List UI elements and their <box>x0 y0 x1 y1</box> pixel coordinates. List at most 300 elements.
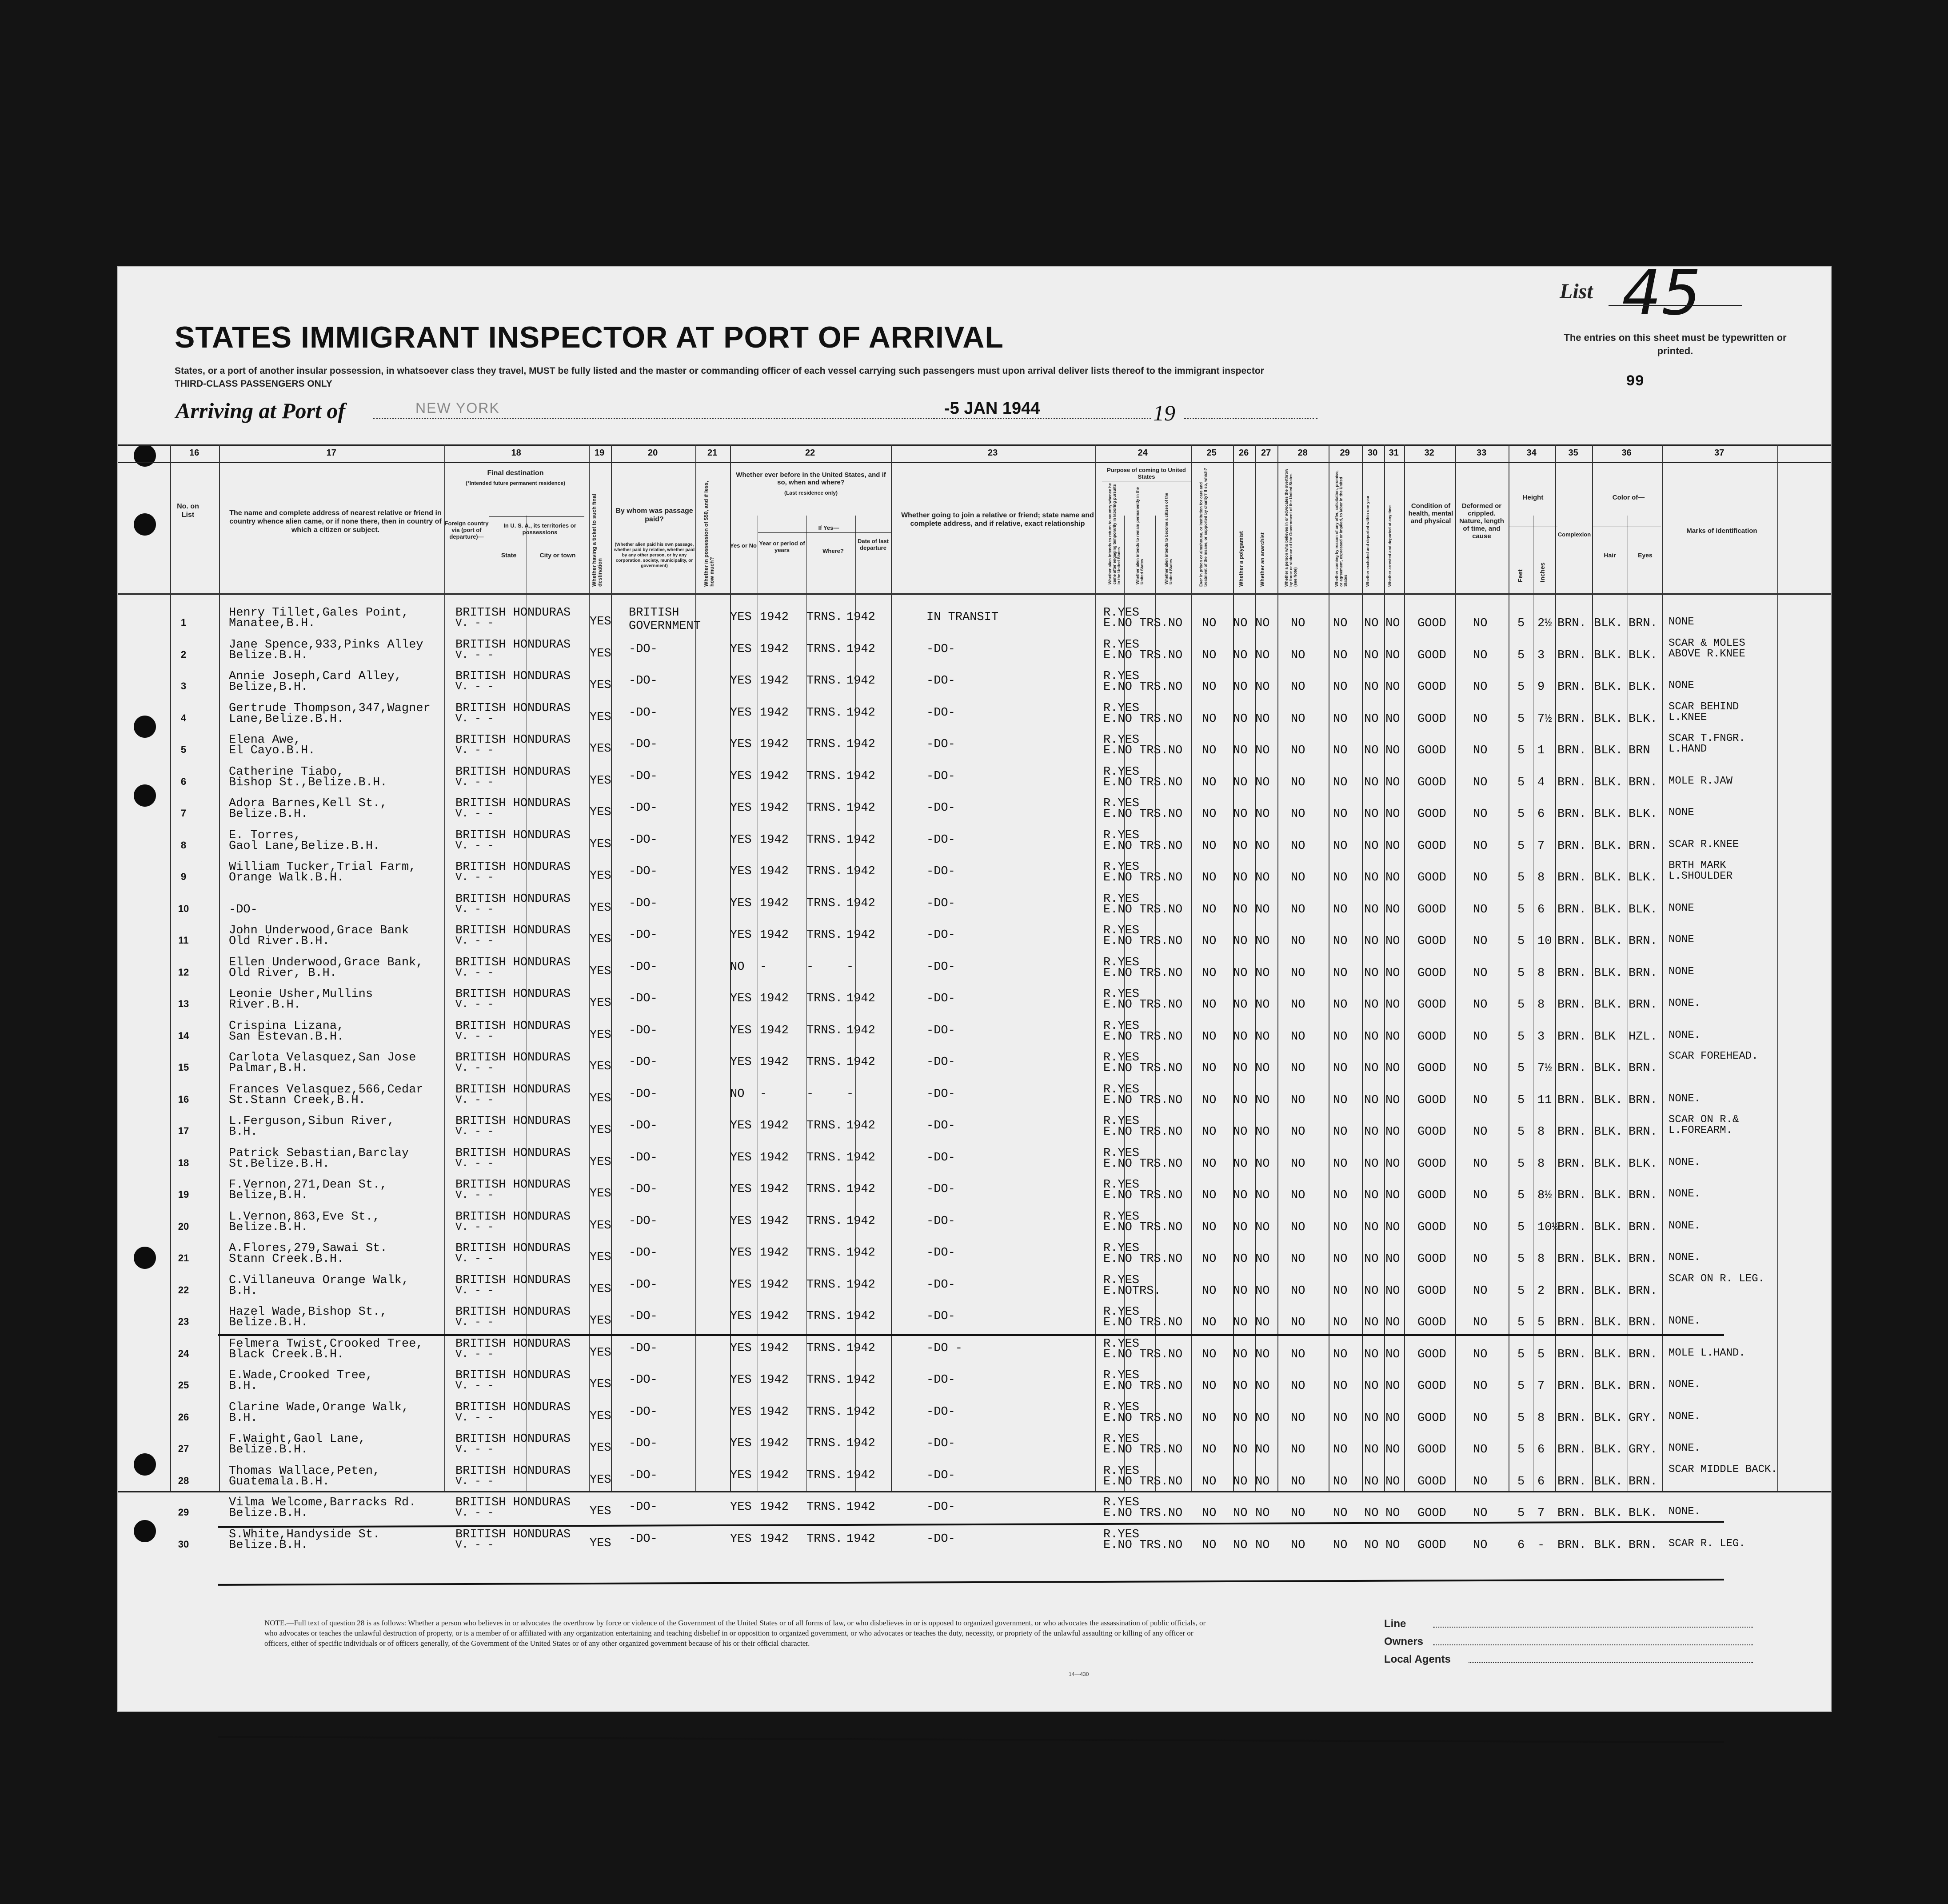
ever-before-value: NO <box>730 960 745 974</box>
header-state: State <box>501 552 517 559</box>
departure-value: - <box>846 960 854 974</box>
polygamist-value: NO <box>1233 1348 1248 1361</box>
purpose-line2: E.NO TRS.NO <box>1103 966 1183 980</box>
passage-paid-value: -DO- <box>629 769 658 783</box>
marks-value: SCAR R.KNEE <box>1669 838 1739 851</box>
health-value: GOOD <box>1417 712 1446 726</box>
q30-value: NO <box>1364 966 1379 980</box>
eyes-value: BRN. <box>1629 1380 1657 1393</box>
height-feet-value: 5 <box>1517 1062 1525 1075</box>
hair-value: BLK. <box>1594 1507 1623 1520</box>
deformed-value: NO <box>1473 1475 1488 1488</box>
departure-value: 1942 <box>846 1405 875 1419</box>
eyes-value: BLK. <box>1629 903 1657 916</box>
q30-value: NO <box>1364 1411 1379 1425</box>
departure-value: 1942 <box>846 896 875 910</box>
join-relative-value: -DO- <box>926 960 955 974</box>
purpose-line2: E.NO TRS.NO <box>1103 903 1183 916</box>
health-value: GOOD <box>1417 1189 1446 1202</box>
q28-value: NO <box>1291 1220 1305 1234</box>
column-number: 20 <box>648 448 658 458</box>
ever-before-value: YES <box>730 1246 752 1260</box>
page-title: STATES IMMIGRANT INSPECTOR AT PORT OF ARRIVAL <box>175 320 1004 354</box>
year-value: 1942 <box>760 674 789 688</box>
height-inches-value: 6 <box>1537 1475 1545 1488</box>
height-feet-value: 5 <box>1517 871 1525 884</box>
height-feet-value: 5 <box>1517 1284 1525 1298</box>
relative-name-address: Thomas Wallace,Peten, <box>229 1464 380 1478</box>
q31-value: NO <box>1385 617 1400 630</box>
q29-value: NO <box>1333 871 1348 884</box>
q29-value: NO <box>1333 1220 1348 1234</box>
destination-via: V. - - <box>455 903 494 916</box>
departure-value: 1942 <box>846 738 875 751</box>
relative-name-address: Crispina Lizana, <box>229 1019 344 1033</box>
row-number: 17 <box>178 1125 189 1136</box>
complexion-value: BRN. <box>1557 1157 1586 1171</box>
relative-address-line2: Palmar,B.H. <box>229 1062 308 1075</box>
where-value: TRNS. <box>806 801 843 815</box>
purpose-line1: R.YES <box>1103 1051 1140 1064</box>
relative-name-address: Vilma Welcome,Barracks Rd. <box>229 1496 416 1509</box>
hair-value: BLK. <box>1594 1380 1623 1393</box>
destination-country: BRITISH HONDURAS <box>455 1305 571 1319</box>
ticket-value: YES <box>590 806 611 819</box>
ever-before-value: YES <box>730 738 752 751</box>
year-value: 1942 <box>760 1151 789 1164</box>
strike-line-row-28 <box>218 1736 1724 1743</box>
polygamist-value: NO <box>1233 1316 1248 1329</box>
destination-via: V. - - <box>455 872 494 884</box>
passage-paid-value: -DO- <box>629 1373 658 1387</box>
ticket-value: YES <box>590 1060 611 1073</box>
height-inches-value: 11 <box>1537 1093 1552 1107</box>
binder-hole <box>134 716 156 738</box>
relative-address-line2: B.H. <box>229 1380 258 1393</box>
q31-value: NO <box>1385 1252 1400 1266</box>
deformed-value: NO <box>1473 648 1488 662</box>
q28-value: NO <box>1291 776 1305 789</box>
height-feet-value: 5 <box>1517 1507 1525 1520</box>
q28-value: NO <box>1291 1157 1305 1171</box>
year-value: 1942 <box>760 1183 789 1196</box>
purpose-line2: E.NO TRS.NO <box>1103 1125 1183 1139</box>
ticket-value: YES <box>590 1378 611 1391</box>
destination-via: V. - - <box>455 1284 494 1297</box>
departure-value: 1942 <box>846 928 875 942</box>
departure-value: 1942 <box>846 1278 875 1292</box>
q30-value: NO <box>1364 998 1379 1012</box>
q30-value: NO <box>1364 1443 1379 1456</box>
relative-name-address: F.Waight,Gaol Lane, <box>229 1432 366 1446</box>
purpose-line1: R.YES <box>1103 1210 1140 1224</box>
destination-country: BRITISH HONDURAS <box>455 1051 571 1064</box>
deformed-value: NO <box>1473 680 1488 694</box>
marks-value: NONE. <box>1669 1156 1701 1168</box>
purpose-line2: E.NO TRS.NO <box>1103 712 1183 726</box>
q30-value: NO <box>1364 1507 1379 1520</box>
ever-before-value: YES <box>730 1500 752 1514</box>
deformed-value: NO <box>1473 1093 1488 1107</box>
passage-paid-value: -DO- <box>629 960 658 974</box>
health-value: GOOD <box>1417 903 1446 916</box>
destination-country: BRITISH HONDURAS <box>455 924 571 937</box>
header-purpose: Purpose of coming to United States <box>1107 467 1186 480</box>
q28-value: NO <box>1291 1538 1305 1552</box>
height-inches-value: 8 <box>1537 998 1545 1012</box>
purpose-line1: R.YES <box>1103 924 1140 937</box>
row-number: 9 <box>180 871 187 882</box>
q28-value: NO <box>1291 1475 1305 1488</box>
table-bottom-rule <box>118 1491 1831 1492</box>
marks-value: NONE. <box>1669 1029 1701 1041</box>
polygamist-value: NO <box>1233 617 1248 630</box>
complexion-value: BRN. <box>1557 1030 1586 1044</box>
complexion-value: BRN. <box>1557 1316 1586 1329</box>
marks-value: NONE <box>1669 807 1694 819</box>
eyes-value: BLK. <box>1629 648 1657 662</box>
passage-paid-value: -DO- <box>629 992 658 1005</box>
list-number-box <box>1560 257 1791 329</box>
join-relative-value: -DO- <box>926 1183 955 1196</box>
form-number: 14—430 <box>1069 1671 1089 1677</box>
agents-label: Local Agents <box>1384 1653 1451 1665</box>
destination-via: V. - - <box>455 999 494 1011</box>
polygamist-value: NO <box>1233 1157 1248 1171</box>
eyes-value: BLK. <box>1629 1157 1657 1171</box>
header-date-departure: Date of last departure <box>857 538 889 551</box>
row-number: 10 <box>178 903 189 914</box>
destination-country: BRITISH HONDURAS <box>455 670 571 683</box>
column-number: 25 <box>1206 448 1217 458</box>
ever-before-value: YES <box>730 896 752 910</box>
complexion-value: BRN. <box>1557 1411 1586 1425</box>
polygamist-value: NO <box>1233 1030 1248 1044</box>
purpose-line2: E.NO TRS.NO <box>1103 808 1183 821</box>
height-inches-value: 10½ <box>1537 1220 1559 1234</box>
prison-value: NO <box>1202 648 1217 662</box>
join-relative-value: -DO- <box>926 674 955 688</box>
prison-value: NO <box>1202 1252 1217 1266</box>
where-value: TRNS. <box>806 1246 843 1260</box>
year-value: - <box>760 1087 767 1101</box>
relative-address-line2: Lane,Belize.B.H. <box>229 712 344 726</box>
anarchist-value: NO <box>1255 744 1270 757</box>
header-ever-before: Whether ever before in the United States, and if so, when and where? <box>736 471 886 486</box>
row-number: 1 <box>180 617 187 628</box>
where-value: TRNS. <box>806 642 843 656</box>
relative-address-line2: -DO- <box>229 903 258 916</box>
row-number: 8 <box>180 839 187 851</box>
polygamist-value: NO <box>1233 935 1248 948</box>
polygamist-value: NO <box>1233 712 1248 726</box>
departure-value: 1942 <box>846 1468 875 1482</box>
column-number: 28 <box>1297 448 1308 458</box>
ticket-value: YES <box>590 1505 611 1518</box>
relative-address-line2: B.H. <box>229 1284 258 1298</box>
list-underline <box>1609 305 1742 306</box>
where-value: - <box>806 960 814 974</box>
polygamist-value: NO <box>1233 1443 1248 1456</box>
hair-value: BLK. <box>1594 839 1623 853</box>
departure-value: 1942 <box>846 1341 875 1355</box>
passage-paid-value: -DO- <box>629 1437 658 1450</box>
hair-value: BLK. <box>1594 776 1623 789</box>
hair-value: BLK. <box>1594 1443 1623 1456</box>
year-dotted-line <box>1184 418 1317 419</box>
height-feet-value: 5 <box>1517 744 1525 757</box>
ticket-value: YES <box>590 1536 611 1550</box>
q28-value: NO <box>1291 808 1305 821</box>
q30-value: NO <box>1364 839 1379 853</box>
purpose-line2: E.NO TRS.NO <box>1103 1443 1183 1456</box>
relative-name-address: S.White,Handyside St. <box>229 1528 380 1541</box>
year-value: 1942 <box>760 833 789 847</box>
health-value: GOOD <box>1417 1252 1446 1266</box>
purpose-line2: E.NO TRS.NO <box>1103 1411 1183 1425</box>
q30-value: NO <box>1364 1284 1379 1298</box>
eyes-value: BRN. <box>1629 1538 1657 1552</box>
column-number: 23 <box>988 448 998 458</box>
purpose-line2: E.NO TRS.NO <box>1103 1030 1183 1044</box>
q30-value: NO <box>1364 935 1379 948</box>
anarchist-value: NO <box>1255 1157 1270 1171</box>
complexion-value: BRN. <box>1557 1380 1586 1393</box>
anarchist-value: NO <box>1255 1220 1270 1234</box>
q31-value: NO <box>1385 712 1400 726</box>
purpose-line1: R.YES <box>1103 1083 1140 1096</box>
anarchist-value: NO <box>1255 808 1270 821</box>
relative-address-line2: Belize,B.H. <box>229 680 308 694</box>
marks-value: SCAR ON R.& L.FOREARM. <box>1669 1114 1739 1136</box>
destination-country: BRITISH HONDURAS <box>455 1273 571 1287</box>
health-value: GOOD <box>1417 1030 1446 1044</box>
q31-value: NO <box>1385 998 1400 1012</box>
year-value: 1942 <box>760 611 789 624</box>
prison-value: NO <box>1202 871 1217 884</box>
departure-value: 1942 <box>846 1119 875 1132</box>
join-relative-value: -DO- <box>926 1056 955 1069</box>
year-value: 1942 <box>760 1500 789 1514</box>
relative-address-line2: Manatee,B.H. <box>229 617 315 630</box>
join-relative-value: -DO- <box>926 738 955 751</box>
row-number: 25 <box>178 1380 189 1391</box>
where-value: TRNS. <box>806 896 843 910</box>
polygamist-value: NO <box>1233 1093 1248 1107</box>
deformed-value: NO <box>1473 808 1488 821</box>
height-feet-value: 5 <box>1517 1443 1525 1456</box>
row-number: 28 <box>178 1475 189 1486</box>
q29-value: NO <box>1333 1475 1348 1488</box>
passage-paid-value: -DO- <box>629 833 658 847</box>
destination-country: BRITISH HONDURAS <box>455 1242 571 1255</box>
height-inches-value: - <box>1537 1538 1545 1552</box>
hair-value: BLK. <box>1594 1316 1623 1329</box>
column-number: 35 <box>1568 448 1578 458</box>
where-value: TRNS. <box>806 1183 843 1196</box>
where-value: TRNS. <box>806 833 843 847</box>
purpose-line2: E.NO TRS.NO <box>1103 617 1183 630</box>
join-relative-value: -DO- <box>926 1373 955 1387</box>
prison-value: NO <box>1202 903 1217 916</box>
row-number: 27 <box>178 1443 189 1454</box>
health-value: GOOD <box>1417 1411 1446 1425</box>
marks-value: BRTH MARK L.SHOULDER <box>1669 860 1733 882</box>
subheader-rule <box>758 532 891 533</box>
height-inches-value: 7½ <box>1537 1062 1552 1075</box>
join-relative-value: IN TRANSIT <box>926 611 999 624</box>
q30-value: NO <box>1364 1220 1379 1234</box>
height-feet-value: 5 <box>1517 680 1525 694</box>
q28-value: NO <box>1291 839 1305 853</box>
q29-value: NO <box>1333 776 1348 789</box>
row-number: 12 <box>178 966 189 978</box>
anarchist-value: NO <box>1255 1411 1270 1425</box>
anarchist-value: NO <box>1255 1475 1270 1488</box>
date-dotted-line <box>933 418 1151 419</box>
destination-via: V. - - <box>455 935 494 947</box>
q30-value: NO <box>1364 680 1379 694</box>
purpose-line1: R.YES <box>1103 892 1140 906</box>
q31-value: NO <box>1385 1507 1400 1520</box>
destination-via: V. - - <box>455 808 494 820</box>
row-number: 19 <box>178 1189 189 1200</box>
deformed-value: NO <box>1473 871 1488 884</box>
year-value: 1942 <box>760 928 789 942</box>
polygamist-value: NO <box>1233 998 1248 1012</box>
q28-value: NO <box>1291 1252 1305 1266</box>
marks-value: NONE <box>1669 680 1694 692</box>
hair-value: BLK. <box>1594 1125 1623 1139</box>
year-value: 1942 <box>760 1373 789 1387</box>
q28-value: NO <box>1291 712 1305 726</box>
height-feet-value: 5 <box>1517 712 1525 726</box>
q30-value: NO <box>1364 1125 1379 1139</box>
manifest-sheet <box>118 257 1831 1711</box>
header-q30: Whether excluded and deported within one year <box>1365 495 1370 587</box>
join-relative-value: -DO- <box>926 801 955 815</box>
height-feet-value: 5 <box>1517 617 1525 630</box>
q28-value: NO <box>1291 648 1305 662</box>
purpose-line1: R.YES <box>1103 797 1140 810</box>
height-inches-value: 2½ <box>1537 617 1552 630</box>
health-value: GOOD <box>1417 776 1446 789</box>
marks-value: SCAR BEHIND L.KNEE <box>1669 700 1739 724</box>
purpose-line2: E.NO TRS.NO <box>1103 1157 1183 1171</box>
anarchist-value: NO <box>1255 1284 1270 1298</box>
q29-value: NO <box>1333 1538 1348 1552</box>
where-value: TRNS. <box>806 1468 843 1482</box>
height-feet-value: 5 <box>1517 1125 1525 1139</box>
join-relative-value: -DO- <box>926 928 955 942</box>
height-inches-value: 5 <box>1537 1348 1545 1361</box>
purpose-line1: R.YES <box>1103 1337 1140 1351</box>
hair-value: BLK <box>1594 1030 1616 1044</box>
row-number: 24 <box>178 1348 189 1359</box>
complexion-value: BRN. <box>1557 1348 1586 1361</box>
q31-value: NO <box>1385 1475 1400 1488</box>
deformed-value: NO <box>1473 935 1488 948</box>
header-eyes: Eyes <box>1638 552 1653 559</box>
join-relative-value: -DO- <box>926 1437 955 1450</box>
anarchist-value: NO <box>1255 1030 1270 1044</box>
anarchist-value: NO <box>1255 648 1270 662</box>
row-number: 14 <box>178 1030 189 1041</box>
passage-paid-value: -DO- <box>629 706 658 720</box>
q31-value: NO <box>1385 903 1400 916</box>
header-where: Where? <box>822 548 844 554</box>
column-number: 37 <box>1714 448 1724 458</box>
relative-address-line2: Guatemala.B.H. <box>229 1475 330 1488</box>
q29-value: NO <box>1333 1316 1348 1329</box>
height-feet-value: 5 <box>1517 776 1525 789</box>
subheader-rule <box>489 516 584 517</box>
destination-country: BRITISH HONDURAS <box>455 1083 571 1096</box>
eyes-value: BRN. <box>1629 966 1657 980</box>
height-inches-value: 3 <box>1537 1030 1545 1044</box>
strike-line-row-21 <box>218 1521 1724 1528</box>
typewritten-note: The entries on this sheet must be typewritten or printed. <box>1564 332 1787 356</box>
marks-value: NONE. <box>1669 1442 1701 1454</box>
anarchist-value: NO <box>1255 1507 1270 1520</box>
height-inches-value: 8 <box>1537 1252 1545 1266</box>
where-value: TRNS. <box>806 1119 843 1132</box>
q31-value: NO <box>1385 1125 1400 1139</box>
destination-via: V. - - <box>455 1475 494 1488</box>
anarchist-value: NO <box>1255 966 1270 980</box>
marks-value: SCAR & MOLES ABOVE R.KNEE <box>1669 637 1745 660</box>
health-value: GOOD <box>1417 1316 1446 1329</box>
eyes-value: BLK. <box>1629 808 1657 821</box>
deformed-value: NO <box>1473 1380 1488 1393</box>
complexion-value: BRN. <box>1557 903 1586 916</box>
hair-value: BLK. <box>1594 903 1623 916</box>
where-value: - <box>806 1087 814 1101</box>
year-value: 1942 <box>760 1024 789 1037</box>
prison-value: NO <box>1202 617 1217 630</box>
passage-paid-value: -DO- <box>629 801 658 815</box>
q28-value: NO <box>1291 1443 1305 1456</box>
ticket-value: YES <box>590 1155 611 1169</box>
header-prison: Ever in prison or almshouse, or institution for care and treatment of the insane, or supported by charity? If so, which? <box>1199 468 1208 587</box>
q30-value: NO <box>1364 1380 1379 1393</box>
eyes-value: BRN. <box>1629 1348 1657 1361</box>
anarchist-value: NO <box>1255 1380 1270 1393</box>
column-number: 31 <box>1389 448 1399 458</box>
ever-before-value: YES <box>730 1214 752 1228</box>
q28-value: NO <box>1291 617 1305 630</box>
anarchist-value: NO <box>1255 617 1270 630</box>
join-relative-value: -DO- <box>926 1119 955 1132</box>
polygamist-value: NO <box>1233 776 1248 789</box>
year-value: 1942 <box>760 769 789 783</box>
relative-name-address: Clarine Wade,Orange Walk, <box>229 1400 409 1414</box>
relative-name-address: Adora Barnes,Kell St., <box>229 797 387 810</box>
row-number: 6 <box>180 776 187 787</box>
destination-country: BRITISH HONDURAS <box>455 956 571 969</box>
complexion-value: BRN. <box>1557 839 1586 853</box>
height-inches-value: 5 <box>1537 1316 1545 1329</box>
purpose-line2: E.NO TRS.NO <box>1103 776 1183 789</box>
prison-value: NO <box>1202 808 1217 821</box>
polygamist-value: NO <box>1233 1062 1248 1075</box>
ever-before-value: YES <box>730 769 752 783</box>
prison-value: NO <box>1202 966 1217 980</box>
q29-value: NO <box>1333 1189 1348 1202</box>
q28-value: NO <box>1291 1507 1305 1520</box>
join-relative-value: -DO- <box>926 1246 955 1260</box>
eyes-value: BRN. <box>1629 1062 1657 1075</box>
